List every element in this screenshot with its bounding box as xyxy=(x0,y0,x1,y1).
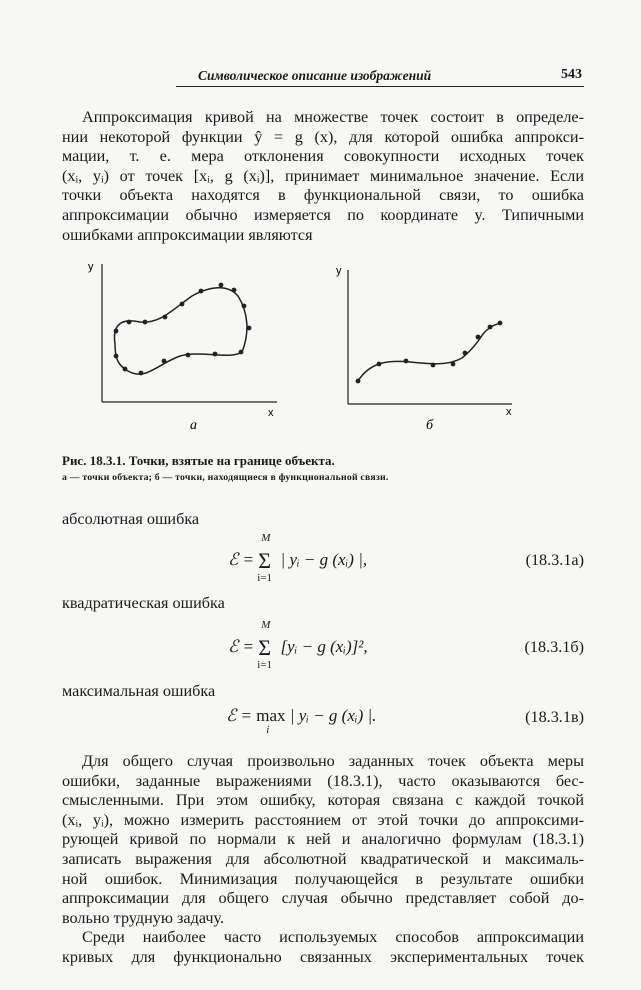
text-line: кривых для функционально связанных экспериментальных точек xyxy=(62,947,584,966)
x-axis-label: x xyxy=(268,407,274,419)
running-header xyxy=(176,64,584,87)
x-axis-label: x xyxy=(506,406,512,418)
formula-body: | yᵢ − g (xᵢ) |, xyxy=(280,550,368,569)
text-line: ной ошибок. Минимизация получающейся в результате ошибки xyxy=(62,869,584,888)
formula-absolute xyxy=(228,532,368,585)
formula-body: [yᵢ − g (xᵢ)]², xyxy=(280,637,368,656)
sum-lower-limit: i=1 xyxy=(257,659,273,672)
error-label-maximum: максимальная ошибка xyxy=(62,682,216,700)
summation: M Σ i=1 xyxy=(257,619,273,672)
text-line: записать выражения для абсолютной квадратической и максималь- xyxy=(62,849,584,868)
sum-upper-limit: M xyxy=(261,532,271,545)
text-line: Для общего случая произвольно заданных точек объекта меры xyxy=(82,752,584,770)
sum-upper-limit: M xyxy=(261,619,271,632)
operator-subscript: i xyxy=(266,724,270,736)
max-operator xyxy=(256,706,286,736)
panel-tag-a: а xyxy=(190,418,197,433)
panel-a xyxy=(88,261,277,433)
formula-lhs: ℰ = xyxy=(226,706,253,725)
equation-number: (18.3.1б) xyxy=(524,638,584,656)
text-line: ошибками аппроксимации являются xyxy=(62,225,313,244)
sum-lower-limit: i=1 xyxy=(257,572,273,585)
text-line: (xᵢ, yᵢ), можно измерить расстоянием от этой точки до аппроксими- xyxy=(62,810,584,829)
running-title: Символическое описание изображений xyxy=(198,68,432,83)
closed-object-contour xyxy=(114,288,246,374)
panel-tag-b: б xyxy=(426,418,434,433)
text-line: мации, т. е. мера отклонения совокупности исходных точек xyxy=(62,147,584,166)
error-label-quadratic: квадратическая ошибка xyxy=(62,594,225,612)
operator-name: max xyxy=(256,706,286,725)
text-line: нии некоторой функции ŷ = g (x), для которой ошибка аппрокси- xyxy=(62,127,584,146)
text-line: аппроксимации обычно измеряется по координате y. Типичными xyxy=(62,205,584,224)
formula-lhs: ℰ = xyxy=(228,550,255,569)
panel-b xyxy=(336,265,512,433)
error-label-absolute: абсолютная ошибка xyxy=(62,510,200,528)
text-line: вольно трудную задачу. xyxy=(62,908,225,927)
text-line: смысленными. При этом ошибку, которая связана с каждой точкой xyxy=(62,791,584,810)
formula-lhs: ℰ = xyxy=(228,637,255,656)
figure-18-3-1 xyxy=(60,252,540,452)
figure-caption xyxy=(62,453,582,483)
text-line: аппроксимации для общего случая обычно представляет собой до- xyxy=(62,889,584,908)
formula-maximum xyxy=(226,706,377,736)
formula-quadratic xyxy=(228,619,368,672)
closing-paragraph xyxy=(62,752,584,968)
text-line: Аппроксимация кривой на множестве точек состоит в определе- xyxy=(82,108,584,126)
y-axis-label: y xyxy=(88,261,94,273)
formula-body: | yᵢ − g (xᵢ) |. xyxy=(289,706,377,725)
intro-paragraph xyxy=(62,108,584,245)
page-number: 543 xyxy=(561,67,582,82)
fitted-curve xyxy=(358,323,502,381)
text-line: точки объекта находятся в функциональной связи, то ошибка xyxy=(62,186,584,205)
equation-number: (18.3.1а) xyxy=(525,551,584,569)
text-line: ошибки, заданные выражениями (18.3.1), часто оказываются бес- xyxy=(62,771,584,790)
equation-number: (18.3.1в) xyxy=(525,708,584,726)
text-line: рующей кривой по нормали к ней и аналогично формулам (18.3.1) xyxy=(62,830,584,849)
text-line: Среди наиболее часто используемых способов аппроксимации xyxy=(82,928,584,947)
object-points xyxy=(114,283,252,376)
text-line: (xᵢ, yᵢ) от точек [xᵢ, g (xᵢ)], принимает минимальное значение. Если xyxy=(62,166,584,185)
y-axis-label: y xyxy=(336,265,342,277)
summation: M Σ i=1 xyxy=(257,532,273,585)
related-points xyxy=(356,321,503,384)
caption-title: Рис. 18.3.1. Точки, взятые на границе объекта. xyxy=(62,453,335,468)
caption-subtitle: а — точки объекта; б — точки, находящиеся в функциональной связи. xyxy=(62,472,389,483)
